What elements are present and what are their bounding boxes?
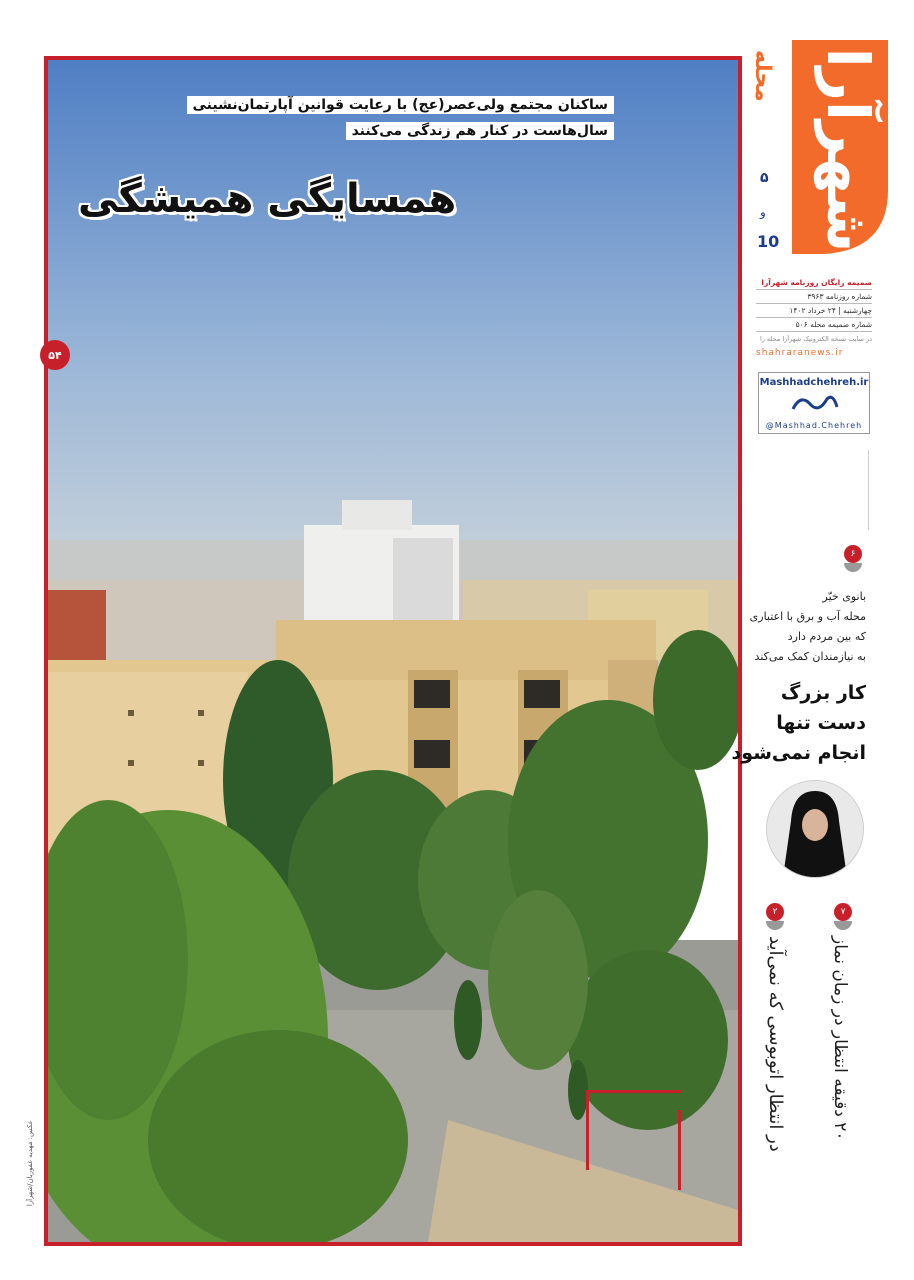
- teaser1-title[interactable]: در انتظار اتوبوسی که نمی‌آید: [765, 936, 786, 1152]
- story-intro-line3: که بین مردم دارد: [787, 630, 866, 643]
- teaser1-badge: ۲: [766, 903, 784, 921]
- section-label: محله: [750, 50, 775, 102]
- divider: [756, 289, 872, 290]
- website-link[interactable]: shahraranews.ir: [756, 348, 844, 358]
- publish-date: چهارشنبه | ۲۴ خرداد ۱۴۰۲: [789, 306, 872, 315]
- story-title-line1[interactable]: کار بزرگ: [780, 682, 866, 704]
- promo-url[interactable]: Mashhadchehreh.ir: [759, 377, 869, 388]
- story-intro-line1: بانوی خیّر: [822, 590, 866, 603]
- cover-kicker-line2: سال‌هاست در کنار هم زندگی می‌کنند: [346, 122, 614, 140]
- mashhad-chehreh-logo: [789, 391, 841, 415]
- e-version-note: در سایت نسخه الکترونیک شهرآرا محله را: [759, 335, 872, 343]
- story-page-badge: ۶: [844, 545, 862, 563]
- divider: [756, 303, 872, 304]
- newspaper-issue: شماره روزنامه ۳۹۶۳: [807, 292, 872, 301]
- issue-symbol-1: ۵: [760, 170, 769, 186]
- cover-kicker-line1: ساکنان مجتمع ولی‌عصر(عج) با رعایت قوانین آپارتمان‌نشینی: [187, 96, 615, 114]
- cover-frame: [44, 56, 742, 1246]
- story-title-line3[interactable]: انجام نمی‌شود: [731, 742, 866, 764]
- promo-handle[interactable]: @Mashhad.Chehreh: [765, 421, 863, 430]
- svg-text:شهرآرا: شهرآرا: [814, 47, 882, 253]
- story-intro-line2: محله آب و برق با اعتباری: [749, 610, 866, 623]
- supplement-label: ضمیمه رایگان روزنامه شهرآرا: [761, 278, 872, 287]
- badge-cap-icon: [844, 563, 862, 572]
- badge-cap-icon: [766, 921, 784, 930]
- story-title-line2[interactable]: دست تنها: [776, 712, 866, 734]
- column-divider: [868, 450, 869, 530]
- story-intro-line4: به نیازمندان کمک می‌کند: [754, 650, 866, 663]
- page-number-badge: ۵۴: [40, 340, 70, 370]
- photo-credit: عکس: مهدیه غفوریان/شهرآرا: [26, 1120, 34, 1207]
- badge-cap-icon: [834, 921, 852, 930]
- divider: [756, 317, 872, 318]
- avatar: [766, 780, 864, 878]
- supplement-issue: شماره ضمیمه محله ۵۰۶: [795, 320, 872, 329]
- divider: [756, 331, 872, 332]
- issue-number: 10: [757, 232, 780, 251]
- shahrara-logo: [784, 40, 888, 256]
- teaser2-title[interactable]: ۲۰ دقیقه انتظار در زمان نماز: [830, 936, 850, 1141]
- mashhad-chehreh-promo[interactable]: [758, 372, 870, 434]
- teaser2-badge: ۷: [834, 903, 852, 921]
- cover-headline: همسایگی همیشگی: [78, 176, 457, 222]
- issue-symbol-2: و: [760, 205, 766, 219]
